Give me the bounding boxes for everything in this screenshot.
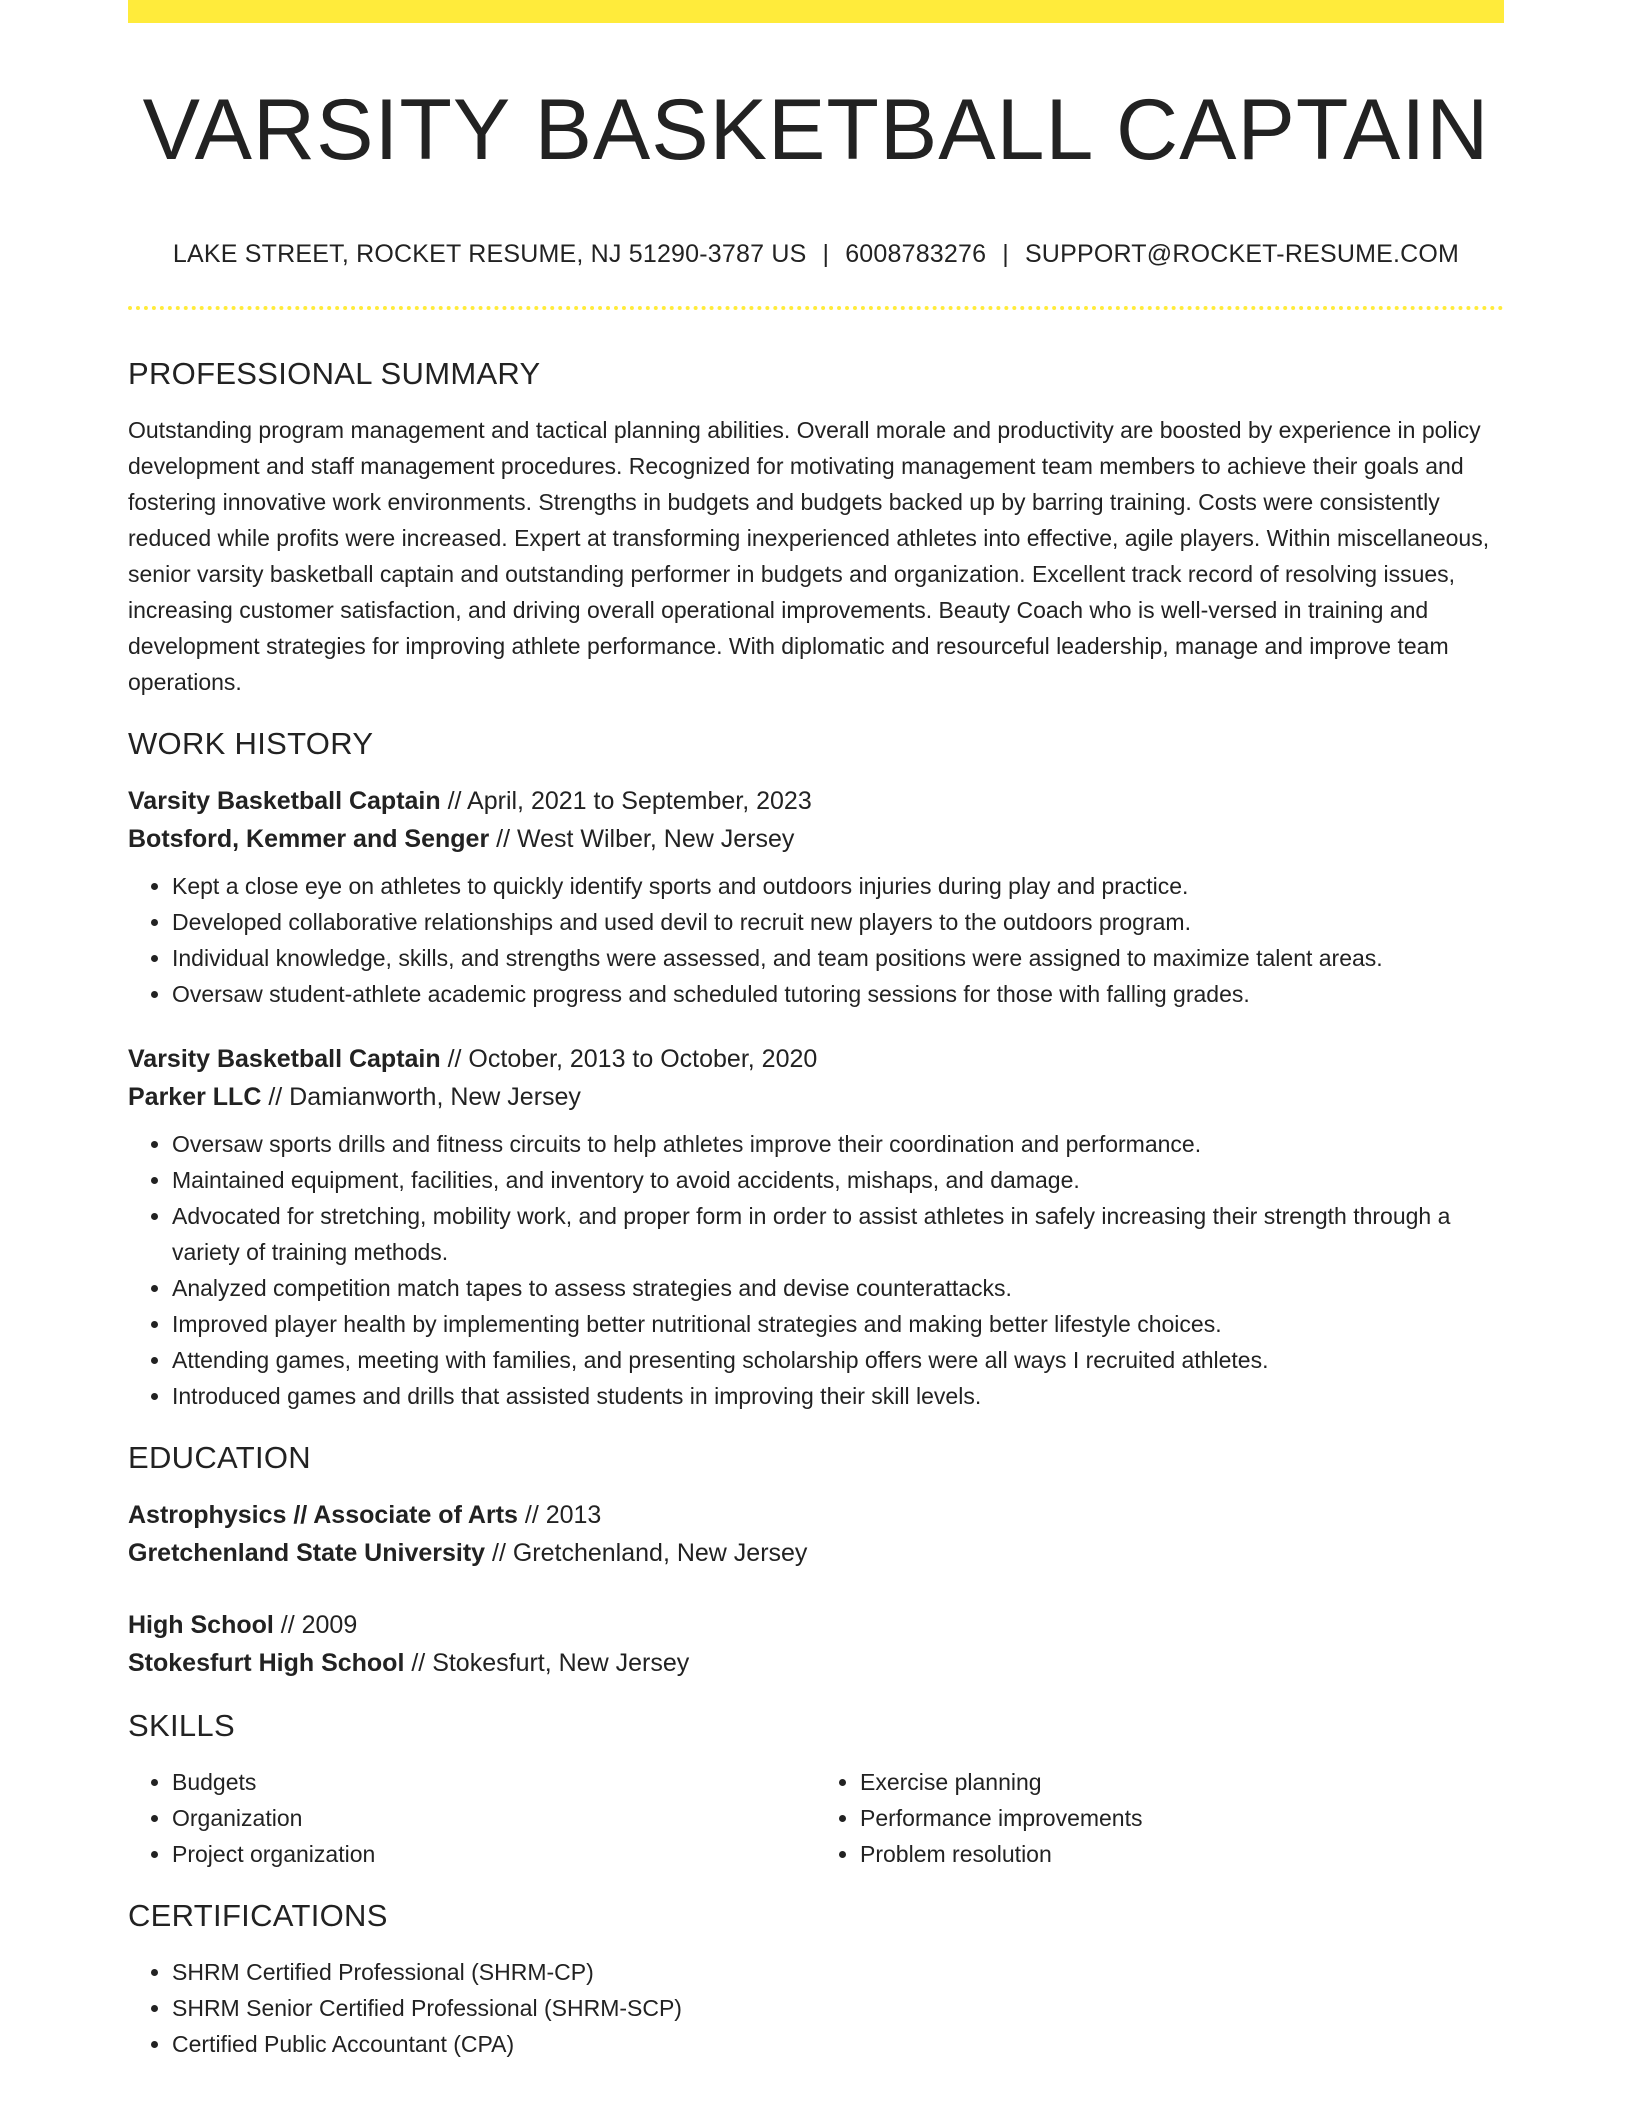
- job-entry: [128, 782, 1504, 1012]
- skills-columns: [128, 1764, 1504, 1872]
- job-title: Varsity Basketball Captain: [128, 787, 441, 815]
- contact-separator: |: [1002, 240, 1009, 268]
- job-dates: // April, 2021 to September, 2023: [440, 787, 812, 815]
- certifications-heading: CERTIFICATIONS: [128, 1898, 388, 1933]
- summary-text: Outstanding program management and tactical planning abilities. Overall morale and productivity are boosted by experience in policy development and staff management procedures. Recognized for motivating management team members to achieve their goals and fostering innovative work environments. Strengths in budgets and budgets backed up by barring training. Costs were consistently reduced while profits were increased. Expert at transforming inexperienced athletes into effective, agile players. Within miscellaneous, senior varsity basketball captain and outstanding performer in budgets and organization. Excellent track record of resolving issues, increasing customer satisfaction, and driving overall operational improvements. Beauty Coach who is well-versed in training and development strategies for improving athlete performance. With diplomatic and resourceful leadership, manage and improve team operations.: [128, 417, 1490, 695]
- list-item: • Advocated for stretching, mobility work, and proper form in order to assist athletes in safely increasing their strength through a variety of training methods.: [172, 1198, 1504, 1270]
- contact-separator: |: [822, 240, 830, 268]
- job-company-line: [128, 1078, 1504, 1116]
- contact-phone: 6008783276: [845, 240, 987, 268]
- education-section: [128, 1436, 1504, 1682]
- skills-right-column: [816, 1764, 1504, 1872]
- job-company-line: [128, 820, 1504, 858]
- contact-email: SUPPORT@ROCKET-RESUME.COM: [1024, 240, 1460, 268]
- resume-title: VARSITY BASKETBALL CAPTAIN: [142, 82, 1490, 178]
- education-heading: EDUCATION: [128, 1440, 311, 1475]
- list-item: • Performance improvements: [860, 1800, 1504, 1836]
- list-item: • Kept a close eye on athletes to quickly identify sports and outdoors injuries during play and practice.: [172, 868, 1504, 904]
- job-entry: [128, 1040, 1504, 1414]
- skills-section: [128, 1704, 1504, 1872]
- education-year: // 2013: [517, 1501, 602, 1529]
- top-accent-bar: [128, 0, 1504, 23]
- job-bullets: [128, 1126, 1504, 1414]
- list-item: • Organization: [172, 1800, 816, 1836]
- job-title-line: [128, 782, 1504, 820]
- list-item: • Exercise planning: [860, 1764, 1504, 1800]
- list-item: • Oversaw sports drills and fitness circuits to help athletes improve their coordination and performance.: [172, 1126, 1504, 1162]
- work-heading: WORK HISTORY: [128, 726, 374, 761]
- education-year: // 2009: [273, 1611, 358, 1639]
- job-title: Varsity Basketball Captain: [128, 1045, 441, 1073]
- job-location: // Damianworth, New Jersey: [261, 1083, 581, 1111]
- education-school-line: [128, 1534, 1504, 1572]
- dotted-divider: [128, 306, 1504, 310]
- education-location: // Gretchenland, New Jersey: [485, 1539, 808, 1567]
- list-item: • Introduced games and drills that assisted students in improving their skill levels.: [172, 1378, 1504, 1414]
- education-entry: [128, 1496, 1504, 1572]
- resume-content: [128, 352, 1504, 2084]
- job-dates: // October, 2013 to October, 2020: [440, 1045, 818, 1073]
- list-item: • Budgets: [172, 1764, 816, 1800]
- contact-address: LAKE STREET, ROCKET RESUME, NJ 51290-3787 US: [172, 240, 807, 268]
- education-location: // Stokesfurt, New Jersey: [404, 1649, 690, 1677]
- list-item: • Analyzed competition match tapes to assess strategies and devise counterattacks.: [172, 1270, 1504, 1306]
- list-item: • SHRM Senior Certified Professional (SHRM-SCP): [172, 1990, 1504, 2026]
- education-entry: [128, 1606, 1504, 1682]
- list-item: • Maintained equipment, facilities, and inventory to avoid accidents, mishaps, and damage.: [172, 1162, 1504, 1198]
- list-item: • Individual knowledge, skills, and strengths were assessed, and team positions were assigned to maximize talent areas.: [172, 940, 1504, 976]
- work-section: [128, 722, 1504, 1414]
- job-location: // West Wilber, New Jersey: [489, 825, 795, 853]
- job-bullets: [128, 868, 1504, 1012]
- list-item: • SHRM Certified Professional (SHRM-CP): [172, 1954, 1504, 1990]
- list-item: • Certified Public Accountant (CPA): [172, 2026, 1504, 2062]
- education-degree-line: [128, 1496, 1504, 1534]
- education-degree-line: [128, 1606, 1504, 1644]
- list-item: • Improved player health by implementing better nutritional strategies and making better lifestyle choices.: [172, 1306, 1504, 1342]
- skills-left-column: [128, 1764, 816, 1872]
- education-school-line: [128, 1644, 1504, 1682]
- certifications-section: [128, 1894, 1504, 2062]
- list-item: • Attending games, meeting with families, and presenting scholarship offers were all ways I recruited athletes.: [172, 1342, 1504, 1378]
- list-item: • Developed collaborative relationships and used devil to recruit new players to the outdoors program.: [172, 904, 1504, 940]
- job-company: Botsford, Kemmer and Senger: [128, 825, 490, 853]
- certifications-list: [128, 1954, 1504, 2062]
- education-degree: High School: [128, 1611, 274, 1639]
- summary-heading: PROFESSIONAL SUMMARY: [128, 356, 541, 391]
- education-degree: Astrophysics // Associate of Arts: [128, 1501, 518, 1529]
- list-item: • Oversaw student-athlete academic progress and scheduled tutoring sessions for those with falling grades.: [172, 976, 1504, 1012]
- job-company: Parker LLC: [128, 1083, 262, 1111]
- job-title-line: [128, 1040, 1504, 1078]
- list-item: • Project organization: [172, 1836, 816, 1872]
- summary-section: [128, 352, 1504, 700]
- list-item: • Problem resolution: [860, 1836, 1504, 1872]
- contact-line: [128, 236, 1504, 272]
- education-school: Stokesfurt High School: [128, 1649, 405, 1677]
- skills-heading: SKILLS: [128, 1708, 235, 1743]
- education-school: Gretchenland State University: [128, 1539, 486, 1567]
